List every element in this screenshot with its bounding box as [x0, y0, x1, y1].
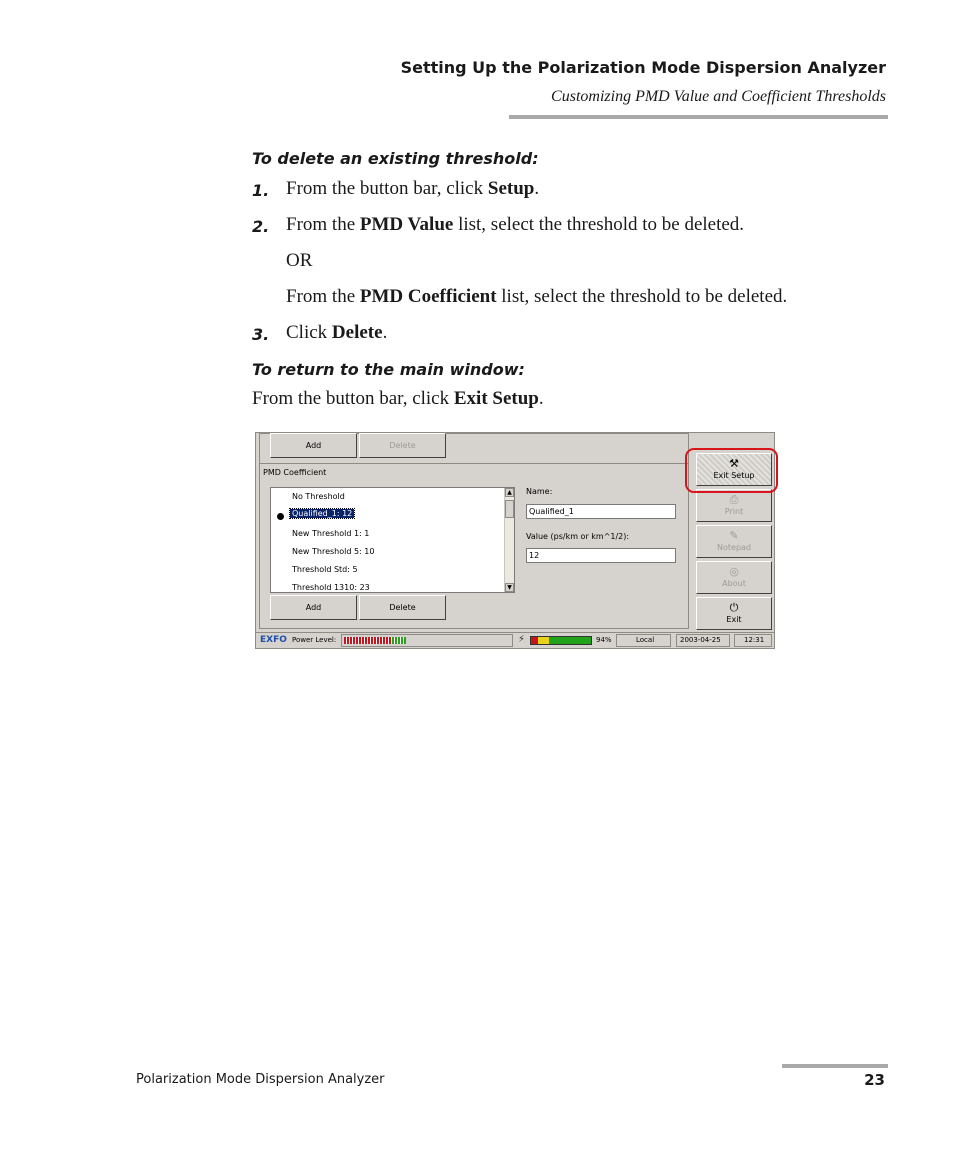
header-rule	[509, 115, 888, 119]
value-field[interactable]: 12	[526, 548, 676, 563]
pmd-value-delete-button[interactable]: Delete	[359, 433, 446, 458]
about-label: About	[722, 579, 746, 588]
time-value: 12:31	[744, 636, 765, 644]
list-scrollbar[interactable]	[504, 488, 514, 592]
running-header-subtitle: Customizing PMD Value and Coefficient Thresholds	[551, 88, 886, 105]
list-item-selected[interactable]: Qualified_1: 12	[292, 509, 353, 518]
notepad-button[interactable]	[696, 525, 772, 558]
pmd-coefficient-list[interactable]	[270, 487, 515, 593]
info-icon: ◎	[729, 565, 739, 578]
step-number: 3.	[252, 325, 270, 344]
step-3-text: Click Delete.	[286, 322, 388, 343]
step-number: 1.	[252, 181, 270, 200]
power-level-fill-red	[344, 637, 392, 644]
step-1-text: From the button bar, click Setup.	[286, 178, 540, 199]
scroll-up-icon[interactable]: ▲	[505, 488, 514, 497]
list-item[interactable]: New Threshold 5: 10	[292, 547, 375, 556]
mode-field	[616, 634, 671, 647]
power-icon: ⏻	[729, 601, 739, 614]
tools-icon: ⚒	[729, 457, 739, 470]
page-number: 23	[864, 1071, 885, 1089]
printer-icon: ⎙	[729, 493, 739, 506]
list-item[interactable]: Threshold 1310: 23	[292, 583, 370, 592]
procedure-heading-delete: To delete an existing threshold:	[252, 149, 539, 168]
add-button[interactable]: Add	[270, 595, 357, 620]
brand-logo: EXFO	[260, 635, 287, 645]
value-label: Value (ps/km or km^1/2):	[526, 532, 630, 541]
date-field	[676, 634, 730, 647]
step-2-text: From the PMD Value list, select the threshold to be deleted.	[286, 214, 745, 235]
list-item[interactable]: New Threshold 1: 1	[292, 529, 370, 538]
about-button[interactable]	[696, 561, 772, 594]
battery-meter	[530, 636, 592, 645]
divider	[259, 463, 689, 464]
selected-bullet-icon	[277, 513, 284, 520]
step-number: 2.	[252, 217, 270, 236]
return-text: From the button bar, click Exit Setup.	[252, 388, 544, 409]
alternative-text: From the PMD Coefficient list, select the threshold to be deleted.	[286, 286, 788, 307]
list-item[interactable]: Threshold Std: 5	[292, 565, 358, 574]
running-header-title: Setting Up the Polarization Mode Dispersion Analyzer	[400, 58, 886, 77]
name-label: Name:	[526, 487, 553, 496]
pmd-value-add-button[interactable]: Add	[270, 433, 357, 458]
power-level-fill-green	[392, 637, 406, 644]
or-text: OR	[286, 250, 313, 271]
power-level-meter	[341, 634, 513, 647]
footer-product-name: Polarization Mode Dispersion Analyzer	[136, 1072, 385, 1087]
notepad-label: Notepad	[717, 543, 751, 552]
exit-setup-label: Exit Setup	[713, 471, 755, 480]
date-value: 2003-04-25	[680, 636, 721, 644]
delete-button[interactable]: Delete	[359, 595, 446, 620]
name-field[interactable]: Qualified_1	[526, 504, 676, 519]
mode-value: Local	[636, 636, 655, 644]
print-button[interactable]	[696, 489, 772, 522]
power-level-label: Power Level:	[292, 636, 337, 644]
scroll-thumb[interactable]	[505, 500, 514, 518]
notepad-icon: ✎	[729, 529, 739, 542]
plug-icon: ⚡	[518, 634, 526, 645]
footer-rule	[782, 1064, 888, 1068]
group-label: PMD Coefficient	[263, 468, 327, 477]
list-item[interactable]: No Threshold	[292, 492, 345, 501]
battery-percent: 94%	[596, 636, 612, 644]
highlight-callout	[685, 448, 778, 493]
print-label: Print	[724, 507, 744, 516]
time-field	[734, 634, 772, 647]
scroll-down-icon[interactable]: ▼	[505, 583, 514, 592]
exit-button[interactable]	[696, 597, 772, 630]
procedure-heading-return: To return to the main window:	[252, 360, 525, 379]
exit-label: Exit	[726, 615, 742, 624]
status-bar	[256, 632, 774, 648]
